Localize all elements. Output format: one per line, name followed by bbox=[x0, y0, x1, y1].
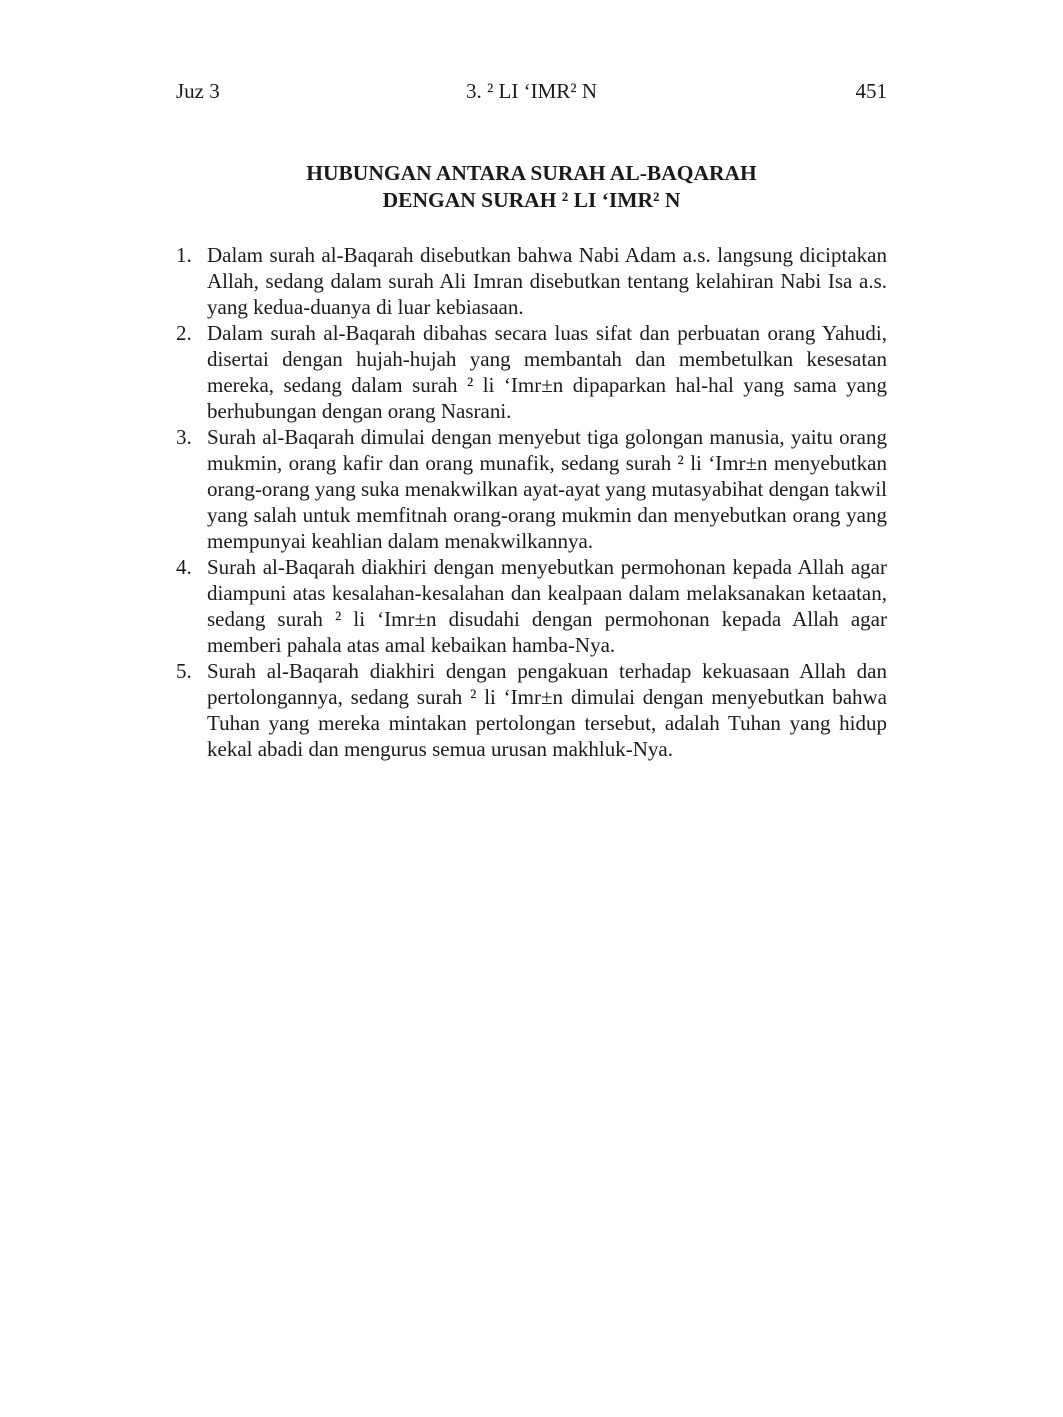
list-item bbox=[176, 242, 887, 320]
section-title-line2: DENGAN SURAH ² LI ‘IMR² N bbox=[382, 188, 681, 212]
list-item-number: 5. bbox=[176, 659, 192, 683]
header-juz-label: Juz 3 bbox=[176, 79, 220, 103]
list-item bbox=[176, 554, 887, 658]
section-title-line1: HUBUNGAN ANTARA SURAH AL-BAQARAH bbox=[306, 161, 757, 185]
list-item-text: Surah al-Baqarah dimulai dengan menyebut tiga golongan manusia, yaitu orang mukmin, orang kafir dan orang munafik, sedang surah ² li ‘Imr±n menyebutkan orang-orang yang suka menakwilkan ayat-ayat yang mutasyabihat dengan takwil yang salah untuk memfitnah orang-orang mukmin dan menyebutkan orang yang mempunyai keahlian dalam menakwilkannya. bbox=[207, 425, 887, 553]
list-item-text: Dalam surah al-Baqarah disebutkan bahwa Nabi Adam a.s. langsung diciptakan Allah, sedang dalam surah Ali Imran disebutkan tentang kelahiran Nabi Isa a.s. yang kedua-duanya di luar kebiasaan. bbox=[207, 243, 887, 319]
page-number: 451 bbox=[855, 79, 887, 103]
header-surah-title: 3. ² LI ‘IMR² N bbox=[466, 79, 597, 103]
list-item bbox=[176, 320, 887, 424]
list-item-text: Surah al-Baqarah diakhiri dengan menyebutkan permohonan kepada Allah agar diampuni atas kesalahan-kesalahan dan kealpaan dalam melaksanakan ketaatan, sedang surah ² li ‘Imr±n disudahi dengan permohonan kepada Allah agar memberi pahala atas amal kebaikan hamba-Nya. bbox=[207, 555, 887, 657]
list-item-text: Dalam surah al-Baqarah dibahas secara luas sifat dan perbuatan orang Yahudi, disertai dengan hujah-hujah yang membantah dan membetulkan kesesatan mereka, sedang dalam surah ² li ‘Imr±n dipaparkan hal-hal yang sama yang berhubungan dengan orang Nasrani. bbox=[207, 321, 887, 423]
list-item bbox=[176, 658, 887, 762]
list-item-number: 3. bbox=[176, 425, 192, 449]
list-item bbox=[176, 424, 887, 554]
list-item-text: Surah al-Baqarah diakhiri dengan pengakuan terhadap kekuasaan Allah dan pertolongannya, sedang surah ² li ‘Imr±n dimulai dengan menyebutkan bahwa Tuhan yang mereka mintakan pertolongan tersebut, adalah Tuhan yang hidup kekal abadi dan mengurus semua urusan makhluk-Nya. bbox=[207, 659, 887, 761]
page-header bbox=[176, 78, 887, 104]
list-item-number: 4. bbox=[176, 555, 192, 579]
section-title bbox=[176, 160, 887, 214]
list-item-number: 1. bbox=[176, 243, 192, 267]
list-item-number: 2. bbox=[176, 321, 192, 345]
points-list bbox=[176, 242, 887, 762]
